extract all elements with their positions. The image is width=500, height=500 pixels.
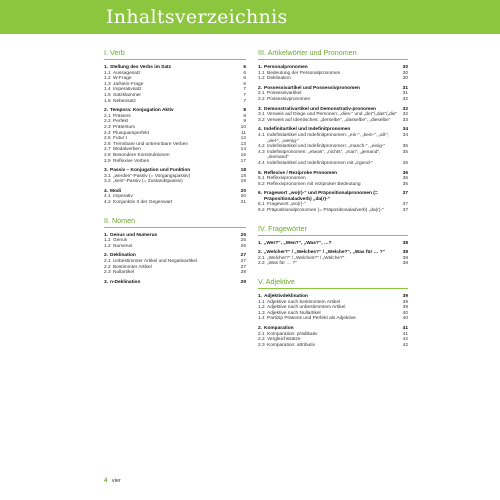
toc-chapter <box>104 253 246 275</box>
entry-number: 4.2 <box>104 200 111 206</box>
entry-page: 34 <box>402 132 408 138</box>
entry-page: 32 <box>402 96 408 102</box>
entry-number: 6.1 <box>258 202 265 208</box>
toc-section <box>258 224 408 267</box>
chapter-title: Komparation <box>264 326 294 331</box>
entry-number: 5.2 <box>258 181 265 187</box>
chapter-number: 3. <box>104 168 109 174</box>
entry-title: Präsens <box>113 113 131 119</box>
chapter-page: 6 <box>243 65 246 70</box>
entry-page: 30 <box>402 70 408 76</box>
entry-page: 7 <box>243 98 246 104</box>
entry-number: 4.3 <box>258 149 265 155</box>
chapter-page: 38 <box>402 250 408 256</box>
chapter-page: 36 <box>402 170 408 176</box>
toc-chapter <box>104 189 246 206</box>
entry-page: 35 <box>402 144 408 150</box>
chapter-page: 18 <box>240 168 246 174</box>
entry-page: 6 <box>243 76 246 82</box>
toc-entry <box>104 270 246 276</box>
entry-page: 28 <box>240 270 246 276</box>
entry-page: 42 <box>402 337 408 343</box>
toc-entry <box>104 159 246 165</box>
entry-number: 2.6 <box>104 141 111 147</box>
chapter-heading <box>258 241 408 247</box>
entry-title: Ja/Nein-Frage <box>113 81 144 87</box>
toc-entry <box>258 182 408 188</box>
entry-title: Präpositionalpronomen (= Präpositionaladverb) „da(r)-“ <box>267 208 384 214</box>
entry-page: 27 <box>240 259 246 265</box>
chapter-page: 31 <box>402 85 408 91</box>
entry-page: 11 <box>241 130 246 136</box>
chapter-number: 1. <box>104 232 109 238</box>
toc-chapter <box>104 233 246 250</box>
entry-title: Deklination <box>267 76 291 82</box>
entry-number: 2.2 <box>258 96 265 102</box>
entry-page: 36 <box>402 181 408 187</box>
section-title: IV. Fragewörter <box>258 224 408 236</box>
toc-left-column <box>104 48 246 295</box>
entry-title: Plusquamperfekt <box>113 130 149 136</box>
entry-number: 1.4 <box>258 316 265 322</box>
section-title: III. Artikelwörter und Pronomen <box>258 48 408 60</box>
chapter-title: Adjektivdeklination <box>264 294 308 300</box>
toc-chapter <box>258 191 408 213</box>
entry-number: 2.4 <box>104 130 111 136</box>
page-number: 4 <box>104 478 108 484</box>
toc-chapter <box>258 171 408 188</box>
chapter-title: Genus und Numerus <box>110 232 158 238</box>
entry-page: 27 <box>240 264 246 270</box>
entry-number: 1.6 <box>104 98 111 104</box>
entry-number: 1.2 <box>258 76 265 82</box>
entry-number: 4.2 <box>258 144 265 150</box>
toc-section <box>104 216 246 286</box>
entry-number: 2.7 <box>104 147 111 153</box>
entry-number: 4.1 <box>258 132 265 138</box>
entry-number: 3.2 <box>104 179 111 185</box>
entry-number: 1.1 <box>258 299 265 305</box>
entry-number: 2.1 <box>258 255 265 261</box>
entry-page: 31 <box>402 91 408 97</box>
entry-page: 21 <box>240 200 246 206</box>
entry-title: Aussagesatz <box>113 70 141 76</box>
toc-entry <box>258 150 408 161</box>
section-title: V. Adjektive <box>258 277 408 289</box>
toc-chapter <box>258 326 408 348</box>
toc-chapter <box>104 168 246 185</box>
entry-number: 1.2 <box>104 76 111 82</box>
entry-page: 37 <box>402 202 408 208</box>
entry-title: „Was für … ?“ <box>267 261 297 267</box>
entry-title: Indefinitpronomen: „etwas“, „nichts“, „man“, „jemand“, „niemand“ <box>267 149 381 161</box>
entry-page: 30 <box>402 76 408 82</box>
entry-page: 35 <box>402 149 408 155</box>
entry-title: Genus <box>113 238 128 244</box>
chapter-title: Demonstrativartikel und Demonstrativ-pronomen <box>264 106 376 112</box>
entry-title: Imperativ <box>113 194 133 200</box>
entry-title: Imperativsatz <box>113 87 142 93</box>
entry-number: 1.1 <box>104 238 111 244</box>
toc-chapter <box>258 127 408 166</box>
entry-title: Modalverben <box>113 147 141 153</box>
chapter-title: Passiv – Konjugation und Funktion <box>110 168 191 174</box>
entry-number: 2.5 <box>104 136 111 142</box>
chapter-page: 38 <box>402 240 408 246</box>
toc-entry <box>104 179 246 185</box>
chapter-page: 29 <box>240 279 246 285</box>
toc-chapter <box>258 294 408 322</box>
entry-number: 2.2 <box>104 119 111 125</box>
entry-number: 4.1 <box>104 194 111 200</box>
chapter-title: Deklination <box>110 253 136 259</box>
chapter-page: 37 <box>402 191 408 197</box>
entry-title: Präteritum <box>113 124 136 130</box>
entry-title: Reflexive Verben <box>113 158 150 164</box>
entry-page: 13 <box>240 141 246 147</box>
entry-number: 1.1 <box>258 70 265 76</box>
chapter-number: 5. <box>258 170 263 176</box>
entry-title: W-Frage <box>113 76 132 82</box>
toc-right-column <box>258 48 408 358</box>
chapter-title: Indefinitartikel und Indefinitpronomen <box>264 127 351 133</box>
entry-page: 6 <box>243 81 246 87</box>
toc-entry <box>258 208 408 214</box>
entry-number: 2.2 <box>258 261 265 267</box>
entry-number: 1.3 <box>104 81 111 87</box>
chapter-number: 1. <box>258 65 263 70</box>
toc-entry <box>258 133 408 144</box>
entry-title: Indefinitartikel und Indefinitpronomen: „ein-“, „kein-“, „all-“, „viel-“, „wenig-“ <box>267 132 390 144</box>
chapter-number: 1. <box>258 240 263 246</box>
entry-page: 7 <box>243 92 246 98</box>
toc-chapter <box>104 108 246 164</box>
entry-number: 1.5 <box>104 92 111 98</box>
chapter-page: 8 <box>243 108 246 114</box>
entry-page: 36 <box>402 176 408 182</box>
toc-entry <box>258 316 408 322</box>
entry-number: 2.3 <box>258 342 265 348</box>
chapter-heading <box>104 280 246 286</box>
entry-page: 12 <box>240 136 246 142</box>
page-footer <box>104 478 121 484</box>
entry-title: Bedeutung der Personalpronomen <box>267 70 341 76</box>
entry-title: Indefinitartikel und Indefinitpronomen: „manch-“, „einig-“ <box>267 144 386 150</box>
entry-title: Fragewort „wo(r)-“ <box>267 202 306 208</box>
entry-title: Perfekt <box>113 119 129 125</box>
entry-number: 2.8 <box>104 152 111 158</box>
chapter-number: 2. <box>104 253 109 259</box>
entry-number: 2.2 <box>104 264 111 270</box>
toc-chapter <box>258 107 408 124</box>
header-banner <box>0 0 500 34</box>
toc-entry <box>104 244 246 250</box>
entry-page: 16 <box>240 152 246 158</box>
chapter-number: 3. <box>258 106 263 112</box>
entry-title: Besondere Konstruktionen <box>113 152 170 158</box>
chapter-page: 30 <box>402 65 408 70</box>
entry-page: 33 <box>402 117 408 123</box>
entry-title: Verweis auf Identisches: „derselbe“, „dasselbe“, „dieselbe“ <box>267 117 391 123</box>
toc-entry <box>258 97 408 103</box>
chapter-heading <box>258 191 408 202</box>
entry-title: „Welcher?“ / „Welches?“ / „Welche?“ <box>267 255 345 261</box>
chapter-title: Fragewort „wo(r)-“ und Präpositionalpronomen (= Präpositionaladverb) „da(r)-“ <box>264 191 378 202</box>
entry-number: 2.9 <box>104 158 111 164</box>
toc-entry <box>258 161 408 167</box>
toc-entry <box>104 99 246 105</box>
entry-page: 40 <box>402 316 408 322</box>
entry-number: 2.1 <box>258 91 265 97</box>
entry-title: Reflexivpronomen mit reziproker Bedeutung <box>267 181 361 187</box>
toc-chapter <box>104 65 246 104</box>
entry-number: 2.3 <box>104 124 111 130</box>
entry-number: 2.1 <box>104 113 111 119</box>
entry-title: Futur I <box>113 136 127 142</box>
entry-number: 3.1 <box>104 173 111 179</box>
entry-title: Komparation: attributiv <box>267 342 315 348</box>
section-title: II. Nomen <box>104 216 246 228</box>
entry-title: „werden“-Passiv (= Vorgangspassiv) <box>113 173 191 179</box>
entry-title: Trennbare und untrennbare Verben <box>113 141 189 147</box>
entry-page: 37 <box>402 208 408 214</box>
entry-page: 35 <box>402 160 408 166</box>
entry-title: Nebensatz <box>113 98 136 104</box>
entry-title: Partizip Präsens und Perfekt als Adjektive <box>267 316 356 322</box>
entry-number: 1.2 <box>258 305 265 311</box>
entry-page: 39 <box>402 299 408 305</box>
entry-title: Possessivartikel <box>267 91 302 97</box>
chapter-page: 20 <box>240 188 246 194</box>
entry-number: 3.1 <box>258 112 265 118</box>
entry-page: 9 <box>243 119 246 125</box>
entry-number: 2.2 <box>258 337 265 343</box>
entry-title: Komparation: prädikativ <box>267 331 318 337</box>
entry-number: 2.3 <box>104 270 111 276</box>
entry-number: 1.3 <box>258 310 265 316</box>
entry-title: Verweis auf Dinge und Personen: „dies-“ und „der“/„das“/„die“ <box>267 112 398 118</box>
chapter-number: 6. <box>258 191 263 197</box>
entry-number: 5.1 <box>258 176 265 182</box>
entry-page: 18 <box>240 173 246 179</box>
entry-page: 40 <box>402 310 408 316</box>
entry-title: Bestimmter Artikel <box>113 264 152 270</box>
chapter-title: n-Deklination <box>110 279 141 285</box>
chapter-number: 2. <box>258 85 263 91</box>
entry-page: 6 <box>243 70 246 76</box>
entry-title: „sein“-Passiv (= Zustandspassiv) <box>113 179 183 185</box>
toc-entry <box>104 200 246 206</box>
chapter-number: 1. <box>104 65 109 70</box>
entry-number: 3.2 <box>258 117 265 123</box>
chapter-title: „Wer?“, „Wen?“, „Was?“, …? <box>264 240 332 246</box>
chapter-title: Personalpronomen <box>264 65 308 70</box>
chapter-number: 4. <box>104 188 109 194</box>
chapter-title: Reflexive / Reziproke Pronomen <box>264 170 338 176</box>
entry-number: 1.2 <box>104 243 111 249</box>
entry-page: 38 <box>402 255 408 261</box>
entry-page: 25 <box>240 238 246 244</box>
chapter-title: „Welcher?“ / „Welches?“ / „Welche?“, „Was für … ?“ <box>264 250 386 256</box>
chapter-page: 27 <box>240 253 246 259</box>
toc-entry <box>258 261 408 267</box>
toc-section <box>258 48 408 214</box>
entry-title: Vergleichssätze <box>267 337 301 343</box>
entry-title: Possessivpronomen <box>267 96 311 102</box>
chapter-title: Stellung des Verbs im Satz <box>110 65 172 70</box>
entry-page: 14 <box>240 147 246 153</box>
toc-chapter <box>258 86 408 103</box>
chapter-number: 2. <box>258 250 263 256</box>
chapter-page: 32 <box>402 106 408 112</box>
chapter-page: 34 <box>402 127 408 133</box>
entry-page: 41 <box>402 331 408 337</box>
chapter-page: 39 <box>402 294 408 300</box>
chapter-number: 2. <box>104 108 109 114</box>
entry-page: 17 <box>240 158 246 164</box>
toc-chapter <box>258 65 408 82</box>
chapter-number: 3. <box>104 279 109 285</box>
toc-chapter <box>104 280 246 286</box>
entry-title: Numerus <box>113 243 133 249</box>
entry-number: 1.4 <box>104 87 111 93</box>
entry-page: 32 <box>402 112 408 118</box>
entry-title: Adjektive nach bestimmtem Artikel <box>267 299 341 305</box>
toc-chapter <box>258 241 408 247</box>
entry-number: 2.1 <box>258 331 265 337</box>
entry-title: Satzklammer <box>113 92 141 98</box>
entry-number: 4.4 <box>258 160 265 166</box>
chapter-number: 4. <box>258 127 263 133</box>
entry-page: 20 <box>240 194 246 200</box>
page-title: Inhaltsverzeichnis <box>106 6 288 28</box>
entry-page: 39 <box>402 305 408 311</box>
entry-page: 10 <box>240 124 246 130</box>
chapter-title: Possessivartikel und Possessivpronomen <box>264 85 360 91</box>
toc-entry <box>258 76 408 82</box>
entry-title: Unbestimmter Artikel und Negativartikel <box>113 259 197 265</box>
entry-title: Indefinitartikel und Indefinitpronomen mit „irgend-“ <box>267 160 373 166</box>
toc-section <box>258 277 408 348</box>
entry-page: 26 <box>240 243 246 249</box>
chapter-number: 2. <box>258 326 263 331</box>
entry-page: 7 <box>243 87 246 93</box>
entry-number: 1.1 <box>104 70 111 76</box>
entry-title: Konjunktiv II der Gegenwart <box>113 200 173 206</box>
entry-page: 8 <box>243 113 246 119</box>
entry-title: Adjektive nach unbestimmtem Artikel <box>267 305 346 311</box>
entry-page: 19 <box>240 179 246 185</box>
toc-chapter <box>258 250 408 267</box>
page-number-word: vier <box>111 478 121 484</box>
toc-entry <box>258 343 408 349</box>
entry-page: 38 <box>402 261 408 267</box>
chapter-number: 1. <box>258 294 263 300</box>
chapter-title: Tempora: Konjugation Aktiv <box>110 108 174 114</box>
entry-page: 42 <box>402 342 408 348</box>
chapter-title: Modi <box>110 188 122 194</box>
chapter-page: 41 <box>402 326 408 331</box>
entry-title: Reflexivpronomen <box>267 176 306 182</box>
toc-section <box>104 48 246 206</box>
entry-number: 2.1 <box>104 259 111 265</box>
chapter-page: 25 <box>240 232 246 238</box>
toc-entry <box>258 118 408 124</box>
entry-number: 6.2 <box>258 208 265 214</box>
entry-title: Nullartikel <box>113 270 135 276</box>
section-title: I. Verb <box>104 48 246 60</box>
entry-title: Adjektive nach Nullartikel <box>267 310 321 316</box>
